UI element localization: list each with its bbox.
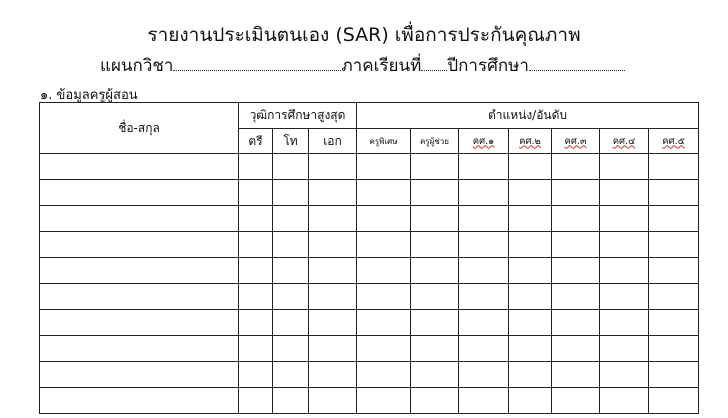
position-header: ตำแหน่ง/อันดับ <box>357 103 699 129</box>
table-cell[interactable] <box>40 232 239 258</box>
table-cell[interactable] <box>552 258 600 284</box>
table-cell[interactable] <box>309 206 357 232</box>
table-row <box>40 284 699 310</box>
table-cell[interactable] <box>552 388 600 414</box>
table-cell[interactable] <box>273 232 309 258</box>
table-cell[interactable] <box>273 206 309 232</box>
table-cell[interactable] <box>509 336 552 362</box>
table-row <box>40 336 699 362</box>
table-cell[interactable] <box>309 258 357 284</box>
section-heading: ๑. ข้อมูลครูผู้สอน <box>40 88 138 103</box>
table-cell[interactable] <box>357 362 411 388</box>
table-cell[interactable] <box>411 154 459 180</box>
table-cell[interactable] <box>552 232 600 258</box>
table-cell[interactable] <box>600 310 649 336</box>
table-cell[interactable] <box>600 232 649 258</box>
table-cell[interactable] <box>649 388 699 414</box>
table-cell[interactable] <box>411 258 459 284</box>
table-cell[interactable] <box>600 180 649 206</box>
table-cell[interactable] <box>239 232 273 258</box>
table-cell[interactable] <box>509 180 552 206</box>
table-cell[interactable] <box>459 310 509 336</box>
table-cell[interactable] <box>239 310 273 336</box>
table-cell[interactable] <box>309 310 357 336</box>
table-cell[interactable] <box>459 154 509 180</box>
table-cell[interactable] <box>239 180 273 206</box>
table-cell[interactable] <box>309 336 357 362</box>
table-cell[interactable] <box>239 258 273 284</box>
table-cell[interactable] <box>239 284 273 310</box>
edu-col-bachelor: ตรี <box>239 129 273 154</box>
table-cell[interactable] <box>649 258 699 284</box>
table-cell[interactable] <box>600 284 649 310</box>
table-cell[interactable] <box>649 232 699 258</box>
table-cell[interactable] <box>552 336 600 362</box>
table-cell[interactable] <box>40 154 239 180</box>
table-row <box>40 310 699 336</box>
table-cell[interactable] <box>459 232 509 258</box>
table-cell[interactable] <box>600 154 649 180</box>
table-cell[interactable] <box>309 388 357 414</box>
table-row <box>40 180 699 206</box>
teacher-table-body <box>40 154 699 414</box>
table-cell[interactable] <box>509 232 552 258</box>
table-cell[interactable] <box>600 258 649 284</box>
table-cell[interactable] <box>649 362 699 388</box>
table-cell[interactable] <box>309 232 357 258</box>
pos-col-assistant: ครูผู้ช่วย <box>411 129 459 154</box>
dept-label: แผนกวิชา <box>100 56 174 76</box>
document-title: รายงานประเมินตนเอง (SAR) เพื่อการประกันคุณภาพ <box>147 24 581 46</box>
table-cell[interactable] <box>411 232 459 258</box>
table-cell[interactable] <box>239 206 273 232</box>
table-cell[interactable] <box>40 336 239 362</box>
table-cell[interactable] <box>411 284 459 310</box>
table-cell[interactable] <box>509 154 552 180</box>
table-cell[interactable] <box>649 206 699 232</box>
pos-col-ks1: คศ.๑ <box>459 129 509 154</box>
table-row <box>40 154 699 180</box>
table-cell[interactable] <box>357 388 411 414</box>
table-cell[interactable] <box>239 362 273 388</box>
table-cell[interactable] <box>273 154 309 180</box>
table-cell[interactable] <box>552 362 600 388</box>
table-cell[interactable] <box>649 180 699 206</box>
table-cell[interactable] <box>239 336 273 362</box>
table-cell[interactable] <box>309 154 357 180</box>
table-cell[interactable] <box>459 180 509 206</box>
table-cell[interactable] <box>309 284 357 310</box>
table-cell[interactable] <box>273 362 309 388</box>
term-blank[interactable] <box>421 54 447 71</box>
table-cell[interactable] <box>600 388 649 414</box>
edu-col-doctor: เอก <box>309 129 357 154</box>
table-cell[interactable] <box>552 206 600 232</box>
table-cell[interactable] <box>411 310 459 336</box>
pos-col-ks4: คศ.๔ <box>600 129 649 154</box>
table-cell[interactable] <box>357 284 411 310</box>
table-cell[interactable] <box>40 284 239 310</box>
table-cell[interactable] <box>459 284 509 310</box>
table-cell[interactable] <box>40 362 239 388</box>
table-cell[interactable] <box>411 206 459 232</box>
table-cell[interactable] <box>459 206 509 232</box>
table-cell[interactable] <box>552 310 600 336</box>
term-label: ภาคเรียนที่ <box>341 56 422 76</box>
table-row <box>40 206 699 232</box>
table-cell[interactable] <box>509 284 552 310</box>
table-row <box>40 232 699 258</box>
document-subline <box>100 52 640 76</box>
table-cell[interactable] <box>411 180 459 206</box>
year-blank[interactable] <box>529 54 625 71</box>
table-cell[interactable] <box>509 310 552 336</box>
table-cell[interactable] <box>40 310 239 336</box>
table-cell[interactable] <box>273 310 309 336</box>
table-cell[interactable] <box>552 154 600 180</box>
table-cell[interactable] <box>357 336 411 362</box>
table-cell[interactable] <box>273 258 309 284</box>
table-cell[interactable] <box>600 206 649 232</box>
table-cell[interactable] <box>357 180 411 206</box>
table-cell[interactable] <box>649 284 699 310</box>
name-column-header: ชื่อ-สกุล <box>40 103 239 154</box>
table-cell[interactable] <box>40 206 239 232</box>
table-row <box>40 362 699 388</box>
edu-col-master: โท <box>273 129 309 154</box>
education-header: วุฒิการศึกษาสูงสุด <box>239 103 357 129</box>
table-cell[interactable] <box>649 336 699 362</box>
table-cell[interactable] <box>40 180 239 206</box>
table-cell[interactable] <box>411 362 459 388</box>
table-cell[interactable] <box>357 206 411 232</box>
table-cell[interactable] <box>600 336 649 362</box>
table-cell[interactable] <box>552 284 600 310</box>
table-row <box>40 388 699 414</box>
pos-col-ks3: คศ.๓ <box>552 129 600 154</box>
table-cell[interactable] <box>357 310 411 336</box>
table-cell[interactable] <box>509 388 552 414</box>
table-cell[interactable] <box>309 180 357 206</box>
table-cell[interactable] <box>649 310 699 336</box>
pos-col-ks5: คศ.๕ <box>649 129 699 154</box>
table-cell[interactable] <box>357 258 411 284</box>
table-cell[interactable] <box>239 388 273 414</box>
table-cell[interactable] <box>649 154 699 180</box>
teacher-table <box>39 102 699 414</box>
table-cell[interactable] <box>40 258 239 284</box>
table-cell[interactable] <box>459 258 509 284</box>
table-cell[interactable] <box>357 154 411 180</box>
pos-col-special: ครูพิเศษ <box>357 129 411 154</box>
year-label: ปีการศึกษา <box>447 56 529 76</box>
table-cell[interactable] <box>459 388 509 414</box>
table-cell[interactable] <box>600 362 649 388</box>
table-cell[interactable] <box>357 232 411 258</box>
table-cell[interactable] <box>309 362 357 388</box>
table-cell[interactable] <box>273 336 309 362</box>
table-cell[interactable] <box>411 388 459 414</box>
table-cell[interactable] <box>273 284 309 310</box>
table-cell[interactable] <box>552 180 600 206</box>
table-cell[interactable] <box>40 388 239 414</box>
table-cell[interactable] <box>239 154 273 180</box>
table-cell[interactable] <box>459 362 509 388</box>
table-cell[interactable] <box>459 336 509 362</box>
table-cell[interactable] <box>273 180 309 206</box>
table-cell[interactable] <box>509 258 552 284</box>
table-cell[interactable] <box>509 206 552 232</box>
table-row <box>40 258 699 284</box>
table-cell[interactable] <box>273 388 309 414</box>
dept-blank[interactable] <box>173 54 341 71</box>
pos-col-ks2: คศ.๒ <box>509 129 552 154</box>
table-cell[interactable] <box>411 336 459 362</box>
table-cell[interactable] <box>509 362 552 388</box>
